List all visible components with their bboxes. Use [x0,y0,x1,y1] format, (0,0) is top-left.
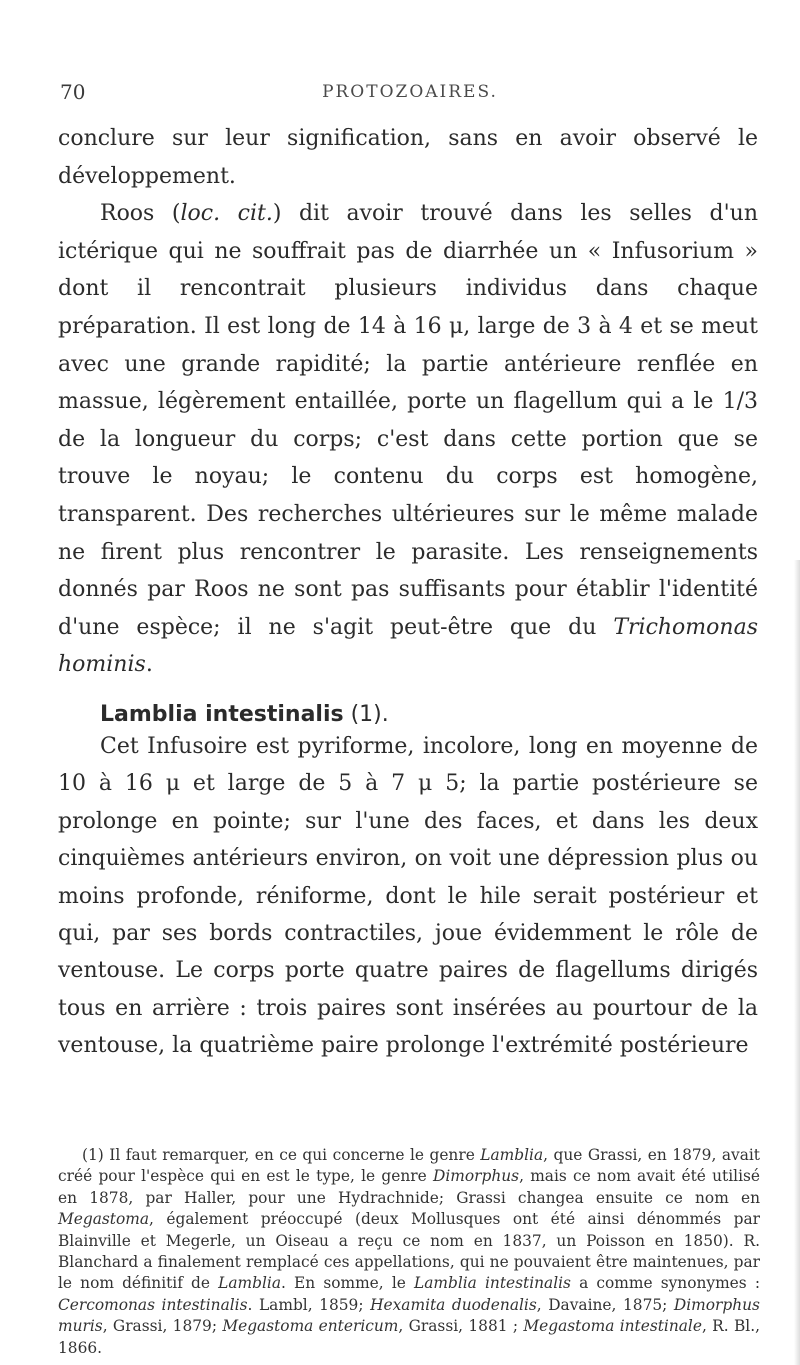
footnote-part: . Lambl, 1859; [247,1295,371,1314]
species-name: Lamblia intestinalis [413,1274,571,1293]
paragraph-description [58,728,758,1065]
footnote-part: (1) Il faut remarquer, en ce qui concerne le genre [82,1146,481,1164]
running-title: PROTOZOAIRES. [322,82,498,102]
paragraph-roos [58,195,758,684]
main-text-top [58,120,758,684]
footnote-part: , que Grassi, en 1879, avait créé pour l'espèce qui en est le type, le genre [58,1146,760,1186]
genus-name: Lamblia [480,1146,544,1164]
running-head [60,80,760,106]
footnote-part: , Davaine, 1875; [536,1295,674,1314]
main-text-bottom [58,728,758,1065]
synonym-name: Megastoma entericum [222,1317,399,1336]
paragraph-text: conclure sur leur signification, sans en avoir observé le développement. [58,126,758,189]
footnote-part: , Grassi, 1879; [102,1317,223,1336]
genus-name: Megastoma [58,1210,150,1229]
section-heading-note: (1). [343,702,389,727]
section-heading-title: Lamblia intestinalis [100,702,344,727]
synonym-name: Hexamita duodenalis [370,1295,537,1314]
genus-name: Dimorphus [433,1167,520,1186]
species-name: Trichomonas hominis [58,614,758,678]
paragraph-text: Roos ( [100,201,181,227]
paragraph-text: . [145,652,153,678]
footnote-part: , Grassi, 1881 ; [398,1317,524,1336]
paragraph-text: ) dit avoir trouvé dans les selles d'un ictérique qui ne souffrait pas de diarrhée un « Infusorium » dont il rencontrait plusieurs individus dans chaque préparation. Il est long de 14 à 16 μ, large de 3 à 4 et se meut avec une grande rapidité; la partie antérieure renflée en massue, légèrement entaillée, porte un flagellum qui a le 1/3 de la longueur du corps; c'est dans cette portion que se trouve le noyau; le contenu du corps est homogène, transparent. Des recherches ultérieures sur le même malade ne firent plus rencontrer le parasite. Les renseignements donnés par Roos ne sont pas suffisants pour établir l'identité d'une espèce; il ne s'agit peut-être que du [58,201,758,640]
page-edge-shadow [794,560,800,1365]
footnote-part: . En somme, le [281,1274,414,1293]
paragraph-continuation [58,120,758,195]
footnote-part: , également préoccupé (deux Mollusques ont été ainsi dénommés par Blainville et Megerle, un Oiseau a reçu ce nom en 1837, un Poisson en 1850). R. Blanchard a finalement remplacé ces appellations, qui ne pouvaient être maintenues, par le nom définitif de [58,1210,760,1293]
footnote-part: a comme synonymes : [570,1274,761,1293]
footnote [58,1145,760,1359]
paragraph-text: Cet Infusoire est pyriforme, incolore, long en moyenne de 10 à 16 μ et large de 5 à 7 μ 5; la partie postérieure se prolonge en pointe; sur l'une des faces, et dans les deux cinquièmes antérieurs environ, on voit une dépression plus ou moins profonde, réniforme, dont le hile serait postérieur et qui, par ses bords contractiles, joue évidemment le rôle de ventouse. Le corps porte quatre paires de flagellums dirigés tous en arrière : trois paires sont insérées au pourtour de la ventouse, la quatrième paire prolonge l'extrémité postérieure [58,734,758,1059]
footnote-part: , R. Bl., 1866. [58,1317,760,1357]
citation-ref: loc. cit. [180,201,273,227]
synonym-name: Megastoma intestinale [523,1317,702,1336]
page-number: 70 [60,80,86,104]
synonym-name: Dimorphus muris [58,1295,760,1336]
genus-name: Lamblia [218,1274,282,1293]
footnote-part: , mais ce nom avait été utilisé en 1878, par Haller, pour une Hydrachnide; Grassi changea ensuite ce nom en [58,1167,760,1207]
synonym-name: Cercomonas intestinalis [58,1295,248,1314]
footnote-text [58,1145,760,1359]
